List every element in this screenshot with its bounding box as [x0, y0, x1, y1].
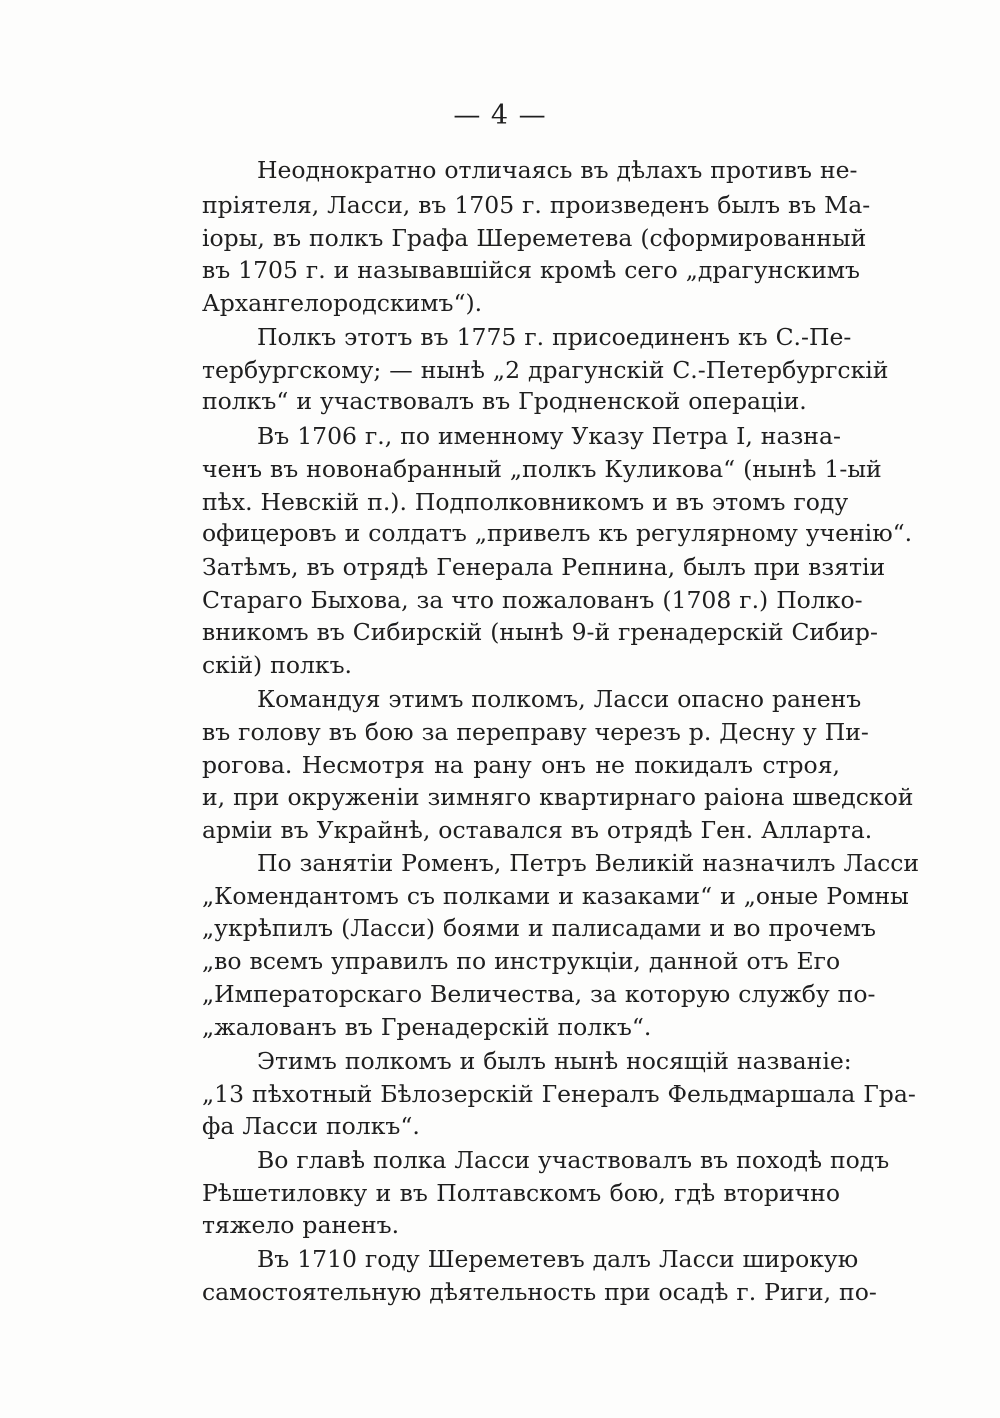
text-line: Въ 1706 г., по именному Указу Петра I, назна-	[257, 422, 841, 450]
text-line: Командуя этимъ полкомъ, Ласси опасно раненъ	[257, 685, 862, 713]
text-line: Рѣшетиловку и въ Полтавскомъ бою, гдѣ вторично	[202, 1179, 840, 1207]
text-line: вникомъ въ Сибирскій (нынѣ 9-й гренадерскій Сибир-	[202, 618, 878, 646]
text-line: въ голову въ бою за переправу черезъ р. Десну у Пи-	[202, 718, 869, 746]
text-line: Во главѣ полка Ласси участвовалъ въ походѣ подъ	[257, 1146, 890, 1174]
text-line: „жалованъ въ Гренадерскій полкъ“.	[202, 1013, 652, 1041]
text-line: ченъ въ новонабранный „полкъ Куликова“ (нынѣ 1-ый	[202, 455, 882, 483]
text-line: пріятеля, Ласси, въ 1705 г. произведенъ былъ въ Ма-	[202, 191, 871, 219]
text-line: „во всемъ управилъ по инструкціи, данной отъ Его	[202, 947, 841, 975]
text-line: тяжело раненъ.	[202, 1211, 400, 1239]
text-line: въ 1705 г. и называвшійся кромѣ сего „драгунскимъ	[202, 256, 861, 284]
text-line: тербургскому; — нынѣ „2 драгунскій С.-Петербургскій	[202, 356, 889, 384]
text-line: рогова. Несмотря на рану онъ не покидалъ строя,	[202, 751, 840, 779]
text-line: „укрѣпилъ (Ласси) боями и палисадами и во прочемъ	[202, 914, 876, 942]
text-line: и, при окруженіи зимняго квартирнаго раіона шведской	[202, 783, 914, 811]
text-line: Стараго Быхова, за что пожалованъ (1708 г.) Полко-	[202, 586, 863, 614]
page-number: — 4 —	[453, 100, 547, 131]
text-line: Архангелородскимъ“).	[202, 289, 483, 317]
text-line: полкъ“ и участвовалъ въ Гродненской операціи.	[202, 387, 807, 415]
text-line: Затѣмъ, въ отрядѣ Генерала Репнина, былъ при взятіи	[202, 553, 886, 581]
text-line: Этимъ полкомъ и былъ нынѣ носящій названіе:	[257, 1047, 852, 1075]
text-line: самостоятельную дѣятельность при осадѣ г. Риги, по-	[202, 1278, 877, 1306]
text-line: іоры, въ полкъ Графа Шереметева (сформированный	[202, 224, 867, 252]
text-line: „Комендантомъ съ полками и казаками“ и „оные Ромны	[202, 882, 909, 910]
text-line: „13 пѣхотный Бѣлозерскій Генералъ Фельдмаршала Гра-	[202, 1080, 916, 1108]
text-line: По занятіи Роменъ, Петръ Великій назначилъ Ласси	[257, 849, 920, 877]
text-line: Полкъ этотъ въ 1775 г. присоединенъ къ С.-Пе-	[257, 323, 852, 351]
text-line: Неоднократно отличаясь въ дѣлахъ противъ не-	[257, 156, 858, 184]
text-line: офицеровъ и солдатъ „привелъ къ регулярному ученію“.	[202, 519, 913, 547]
text-line: арміи въ Украйнѣ, оставался въ отрядѣ Ген. Алларта.	[202, 816, 873, 844]
text-line: пѣх. Невскій п.). Подполковникомъ и въ этомъ году	[202, 488, 849, 516]
text-line: скій) полкъ.	[202, 651, 353, 679]
text-line: фа Ласси полкъ“.	[202, 1112, 420, 1140]
text-line: Въ 1710 году Шереметевъ далъ Ласси широкую	[257, 1245, 859, 1273]
text-line: „Императорскаго Величества, за которую службу по-	[202, 980, 876, 1008]
